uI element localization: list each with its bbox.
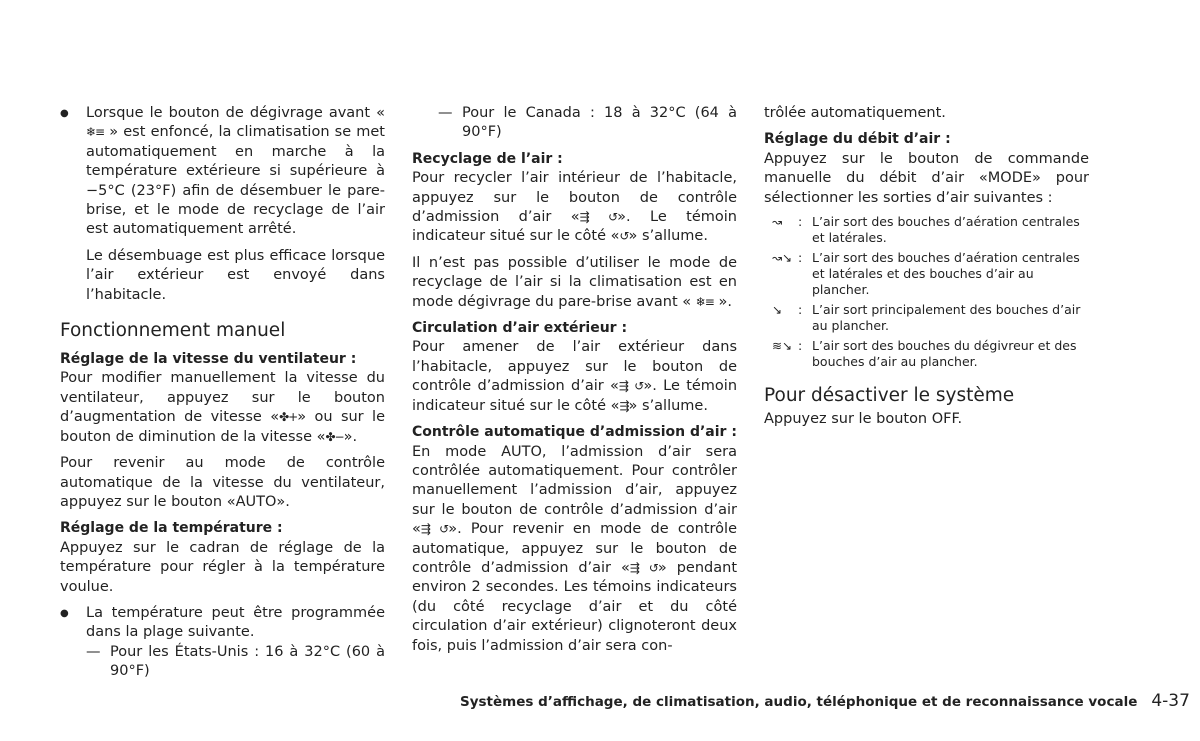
airflow-paragraph: Appuyez sur le bouton de commande manuelle du débit d’air «MODE» pour sélectionner les sorties d’air suivantes : <box>764 150 1089 206</box>
recirc-defrost-text-a: Il n’est pas possible d’utiliser le mode de recyclage de l’air si la climatisation est en mode dégivrage du pare-brise avant « <box>412 254 737 310</box>
list-item <box>764 302 1089 334</box>
fan-down-icon: ✤− <box>325 429 344 444</box>
column-right <box>764 104 1089 429</box>
recirculation-icon: ↺ <box>439 522 449 537</box>
bi-level-mode-icon: ↝↘ <box>772 251 793 266</box>
recirc-defrost-paragraph <box>412 254 737 312</box>
recirc-defrost-text-b: ». <box>713 293 732 310</box>
outside-air-icon: ⇶ <box>629 560 639 575</box>
fan-speed-paragraph <box>60 369 385 447</box>
column-left <box>60 104 385 682</box>
temperature-subhead: Réglage de la température : <box>60 520 283 537</box>
front-defroster-icon: ❄≡ <box>86 125 105 140</box>
defog-note: Le désembuage est plus efficace lorsque l’air extérieur est envoyé dans l’habitacle. <box>86 247 385 303</box>
recirculation-paragraph <box>412 169 737 247</box>
recirculation-icon: ↺ <box>619 229 629 244</box>
outside-air-subhead: Circulation d’air extérieur : <box>412 320 628 337</box>
fan-text-c: ». <box>343 428 358 445</box>
auto-text-c: » pendant environ 2 secondes. Les témoins indicateurs (du côté recyclage d’air et du côté circulation d’air extérieur) clignoteront deux fois, puis l’admission d’air sera con- <box>412 559 738 654</box>
mode-description: L’air sort des bouches du dégivreur et des bouches d’air au plancher. <box>812 338 1077 370</box>
outside-text-c: » s’allume. <box>628 397 708 414</box>
footer-title: Systèmes d’affichage, de climatisation, audio, téléphonique et de reconnaissance vocale <box>460 694 1138 710</box>
recirculation-subhead: Recyclage de l’air : <box>412 150 563 167</box>
foot-mode-icon: ↘ <box>772 303 783 318</box>
page-number: 4-37 <box>1151 691 1190 711</box>
mode-description: L’air sort principalement des bouches d’air au plancher. <box>812 302 1081 334</box>
off-paragraph: Appuyez sur le bouton OFF. <box>764 411 963 428</box>
mode-description: L’air sort des bouches d’aération centrales et latérales et des bouches d’air au plancher. <box>812 250 1080 298</box>
outside-text-b: ». Le témoin indicateur situé sur le côté « <box>412 378 738 414</box>
auto-text-b: ». Pour revenir en mode de contrôle automatique, appuyez sur le bouton de contrôle d’admission d’air « <box>412 521 738 576</box>
auto-intake-subhead: Contrôle automatique d’admission d’air : <box>412 424 737 441</box>
mode-colon: : <box>798 338 803 354</box>
recirc-text-a: Pour recycler l’air intérieur de l’habitacle, appuyez sur le bouton de contrôle d’admission d’air « <box>412 170 737 226</box>
defrost-text-a: Lorsque le bouton de dégivrage avant « <box>86 105 385 121</box>
airflow-mode-list <box>764 214 1089 370</box>
mode-colon: : <box>798 302 803 318</box>
defrost-foot-mode-icon: ≋↘ <box>772 339 793 354</box>
fan-speed-subhead: Réglage de la vitesse du ventilateur : <box>60 351 357 368</box>
mode-description: L’air sort des bouches d’aération centrales et latérales. <box>812 214 1080 246</box>
defrost-text-b: » est enfoncé, la climatisation se met automatiquement en marche à la température extérieure si supérieure à −5°C (23°F) afin de désembuer le pare-brise, et le mode de recyclage de l’air est automatiquement arrêté. <box>86 124 385 238</box>
mode-colon: : <box>798 250 803 266</box>
temperature-range-bullet: ● La température peut être programmée dans la plage suivante. <box>60 604 385 643</box>
outside-air-icon: ⇶ <box>579 210 589 225</box>
temperature-paragraph: Appuyez sur le cadran de réglage de la température pour régler à la température voulue. <box>60 539 385 595</box>
outside-air-icon: ⇶ <box>619 398 629 413</box>
list-item <box>764 338 1089 370</box>
column-middle <box>412 104 737 656</box>
continued-text: trôlée automatiquement. <box>764 105 946 121</box>
outside-air-paragraph <box>412 338 737 416</box>
list-item <box>764 250 1089 298</box>
list-item <box>764 214 1089 246</box>
vent-mode-icon: ↝ <box>772 215 783 230</box>
recirc-text-b: ». Le témoin indicateur situé sur le côté « <box>412 209 738 245</box>
fan-text-b: » ou sur le bouton de diminution de la vitesse « <box>60 409 385 445</box>
mode-colon: : <box>798 214 803 230</box>
us-range-item: — Pour les États-Unis : 16 à 32°C (60 à 90°F) <box>60 643 385 682</box>
outside-air-icon: ⇶ <box>618 379 628 394</box>
section-heading-manual: Fonctionnement manuel <box>60 320 286 342</box>
outside-text-a: Pour amener de l’air extérieur dans l’habitacle, appuyez sur le bouton de contrôle d’admission d’air « <box>412 339 737 395</box>
airflow-subhead: Réglage du débit d’air : <box>764 131 951 148</box>
fan-up-icon: ✤+ <box>279 410 298 425</box>
recirc-text-c: » s’allume. <box>628 228 708 245</box>
auto-text-a: En mode AUTO, l’admission d’air sera contrôlée automatiquement. Pour contrôler manuellement l’admission d’air, appuyez sur le bouton de contrôle d’admission d’air « <box>412 443 737 538</box>
outside-air-icon: ⇶ <box>420 522 430 537</box>
page-footer <box>460 691 1190 712</box>
fan-text-a: Pour modifier manuellement la vitesse du ventilateur, appuyez sur le bouton d’augmentation de vitesse « <box>60 370 385 426</box>
section-heading-off: Pour désactiver le système <box>764 385 1015 407</box>
canada-range-item: — Pour le Canada : 18 à 32°C (64 à 90°F) <box>412 104 737 143</box>
auto-intake-paragraph <box>412 443 737 656</box>
fan-auto-paragraph: Pour revenir au mode de contrôle automatique de la vitesse du ventilateur, appuyez sur le bouton «AUTO». <box>60 455 385 510</box>
recirculation-icon: ↺ <box>634 379 644 394</box>
front-defroster-icon: ❄≡ <box>695 294 714 309</box>
recirculation-icon: ↺ <box>648 560 658 575</box>
recirculation-icon: ↺ <box>608 210 618 225</box>
defrost-bullet <box>60 104 385 240</box>
